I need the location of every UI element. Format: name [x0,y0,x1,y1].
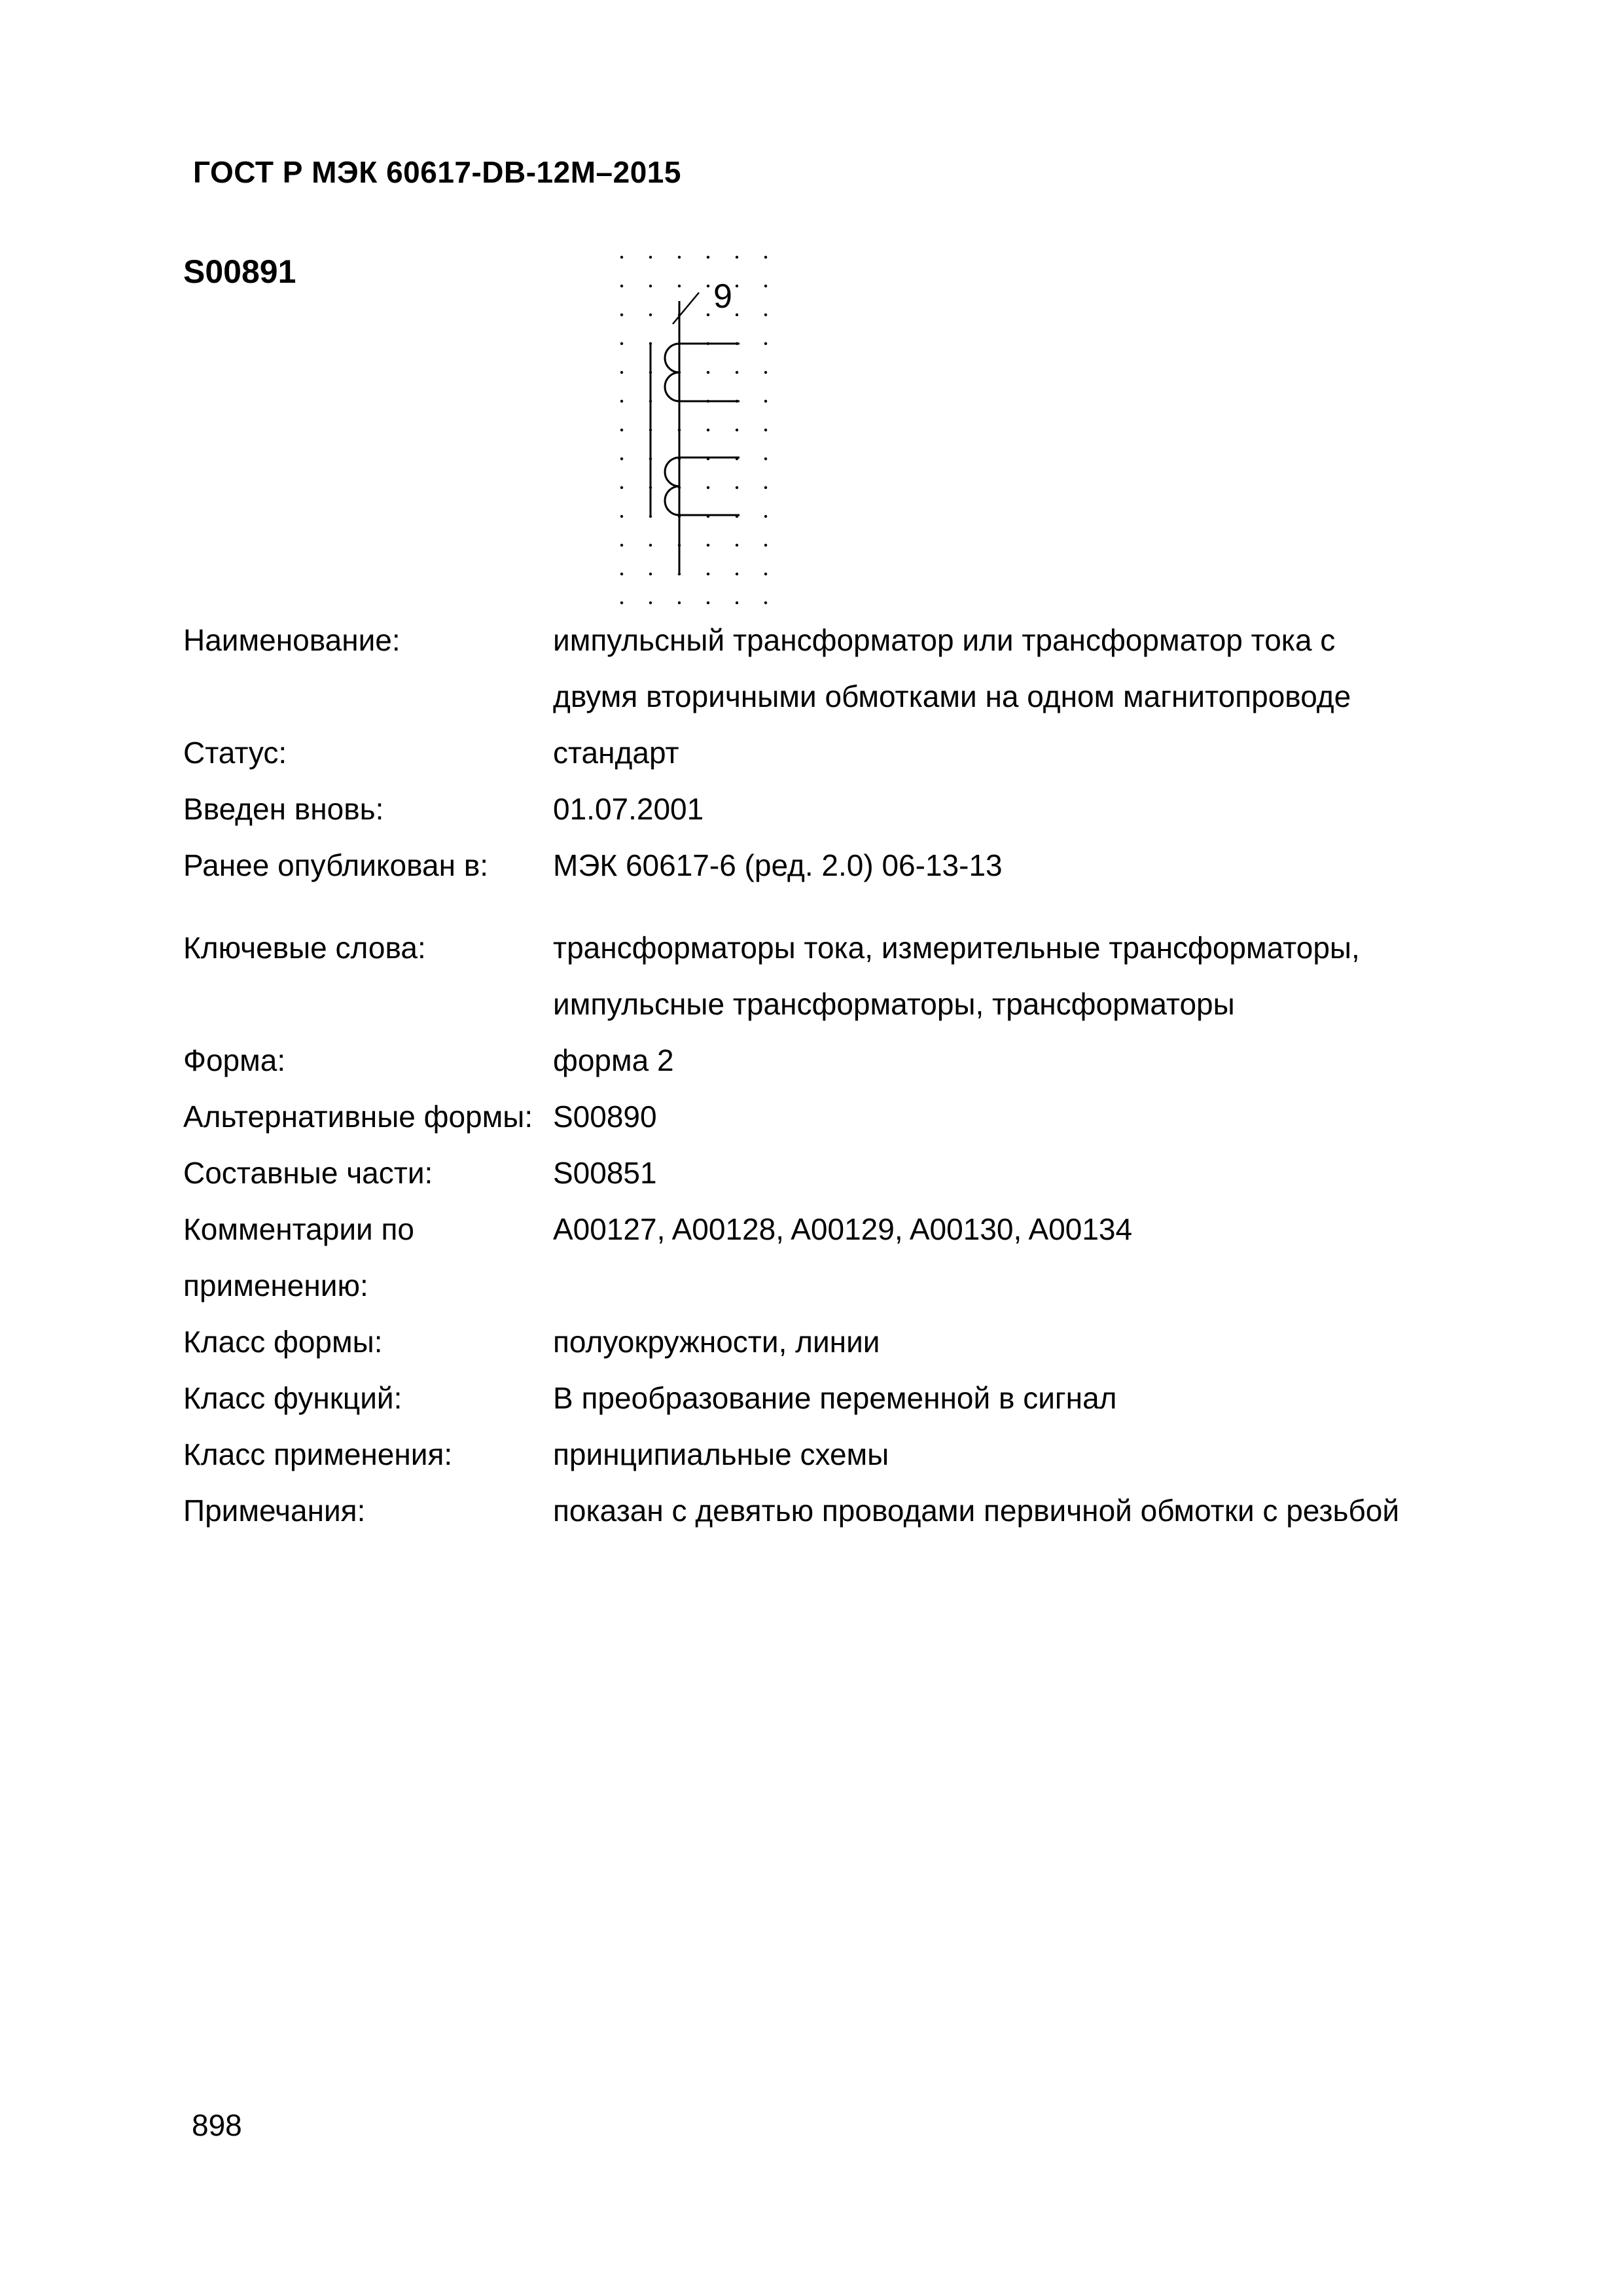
grid-dot [764,285,767,287]
grid-dot [764,544,767,547]
grid-dot [707,573,709,575]
grid-dot [764,256,767,259]
attribute-value: трансформаторы тока, измерительные трансформаторы, импульсные трансформаторы, трансформаторы [553,931,1360,1021]
grid-dot [736,544,738,547]
grid-dot [736,486,738,489]
grid-dot [707,371,709,374]
count-tick-mark [673,293,699,324]
symbol-attributes-table [183,612,1427,1539]
conductor-count-label: 9 [713,278,732,315]
attribute-value: импульсный трансформатор или трансформатор тока с двумя вторичными обмотками на одном магнитопроводе [553,623,1351,713]
attribute-label: Класс формы: [183,1325,383,1359]
attribute-value: S00851 [553,1156,657,1190]
grid-dot [764,515,767,518]
attribute-row-alternative-forms [183,1088,1427,1145]
symbol-code: S00891 [183,253,296,290]
attribute-value: 01.07.2001 [553,792,704,826]
attribute-row-application-class [183,1426,1427,1482]
grid-dot [707,256,709,259]
grid-dot [764,314,767,316]
attribute-row-status [183,725,1427,781]
grid-dot [678,601,681,604]
attribute-value: стандарт [553,736,679,770]
grid-dot [707,314,709,316]
grid-dot [620,457,623,460]
grid-dot [736,573,738,575]
attribute-row-remarks [183,1482,1427,1539]
grid-dot [649,573,652,575]
grid-dot [736,429,738,431]
grid-dot [764,457,767,460]
grid-dot [620,285,623,287]
grid-dot [649,544,652,547]
grid-dot [764,486,767,489]
grid-dot [678,285,681,287]
attribute-label: Класс применения: [183,1437,453,1471]
grid-dot [649,285,652,287]
attribute-row-components [183,1145,1427,1201]
attribute-row-previously-published [183,837,1427,893]
grid-dot [649,515,652,518]
grid-dot [736,601,738,604]
attribute-row-application-notes [183,1201,1427,1314]
grid-dot [707,429,709,431]
attribute-label: Составные части: [183,1156,433,1190]
secondary-winding-1 [665,344,740,401]
attribute-row-form [183,1032,1427,1088]
grid-dot [736,285,738,287]
grid-dot [707,486,709,489]
attribute-row-shape-class [183,1314,1427,1370]
standard-designation: ГОСТ Р МЭК 60617-DB-12M–2015 [193,155,681,189]
attribute-label: Введен вновь: [183,792,384,826]
grid-dot [620,429,623,431]
grid-dot [736,256,738,259]
grid-dot [764,371,767,374]
grid-dot [707,285,709,287]
transformer-symbol-figure [615,239,792,619]
attribute-label: Класс функций: [183,1381,402,1415]
attribute-label: Комментарии по применению: [183,1212,414,1302]
attribute-label: Ранее опубликован в: [183,848,489,882]
page-number: 898 [192,2108,242,2142]
grid-dot [736,371,738,374]
grid-dot [620,371,623,374]
attribute-label: Ключевые слова: [183,931,426,965]
attribute-value: A00127, A00128, A00129, A00130, A00134 [553,1212,1133,1246]
attribute-value: В преобразование переменной в сигнал [553,1381,1117,1415]
attribute-label: Примечания: [183,1494,366,1528]
attribute-row-keywords [183,920,1427,1032]
attribute-value: форма 2 [553,1043,674,1077]
grid-dot [620,486,623,489]
grid-dot [678,256,681,259]
grid-dot [620,601,623,604]
grid-dot [736,314,738,316]
secondary-winding-2 [665,457,740,515]
dot-grid [620,256,767,604]
grid-dot [620,515,623,518]
grid-dot [649,256,652,259]
grid-dot [620,400,623,403]
grid-dot [707,544,709,547]
attribute-value: принципиальные схемы [553,1437,889,1471]
grid-dot [764,601,767,604]
attribute-value: показан с девятью проводами первичной обмотки с резьбой [553,1494,1400,1528]
attribute-label: Форма: [183,1043,286,1077]
attribute-label: Наименование: [183,623,401,657]
grid-dot [764,342,767,345]
attribute-row-name [183,612,1427,725]
grid-dot [649,314,652,316]
attribute-value: S00890 [553,1100,657,1134]
grid-dot [620,256,623,259]
grid-dot [620,342,623,345]
attribute-value: полуокружности, линии [553,1325,880,1359]
grid-dot [678,573,681,575]
grid-dot [620,314,623,316]
grid-dot [764,573,767,575]
attribute-label: Статус: [183,736,287,770]
grid-dot [620,544,623,547]
grid-dot [649,601,652,604]
grid-dot [707,601,709,604]
grid-dot [764,429,767,431]
attribute-label: Альтернативные формы: [183,1100,533,1134]
attribute-row-function-class [183,1370,1427,1426]
grid-dot [620,573,623,575]
grid-dot [764,400,767,403]
attribute-row-introduced [183,781,1427,837]
attribute-value: МЭК 60617-6 (ред. 2.0) 06-13-13 [553,848,1003,882]
